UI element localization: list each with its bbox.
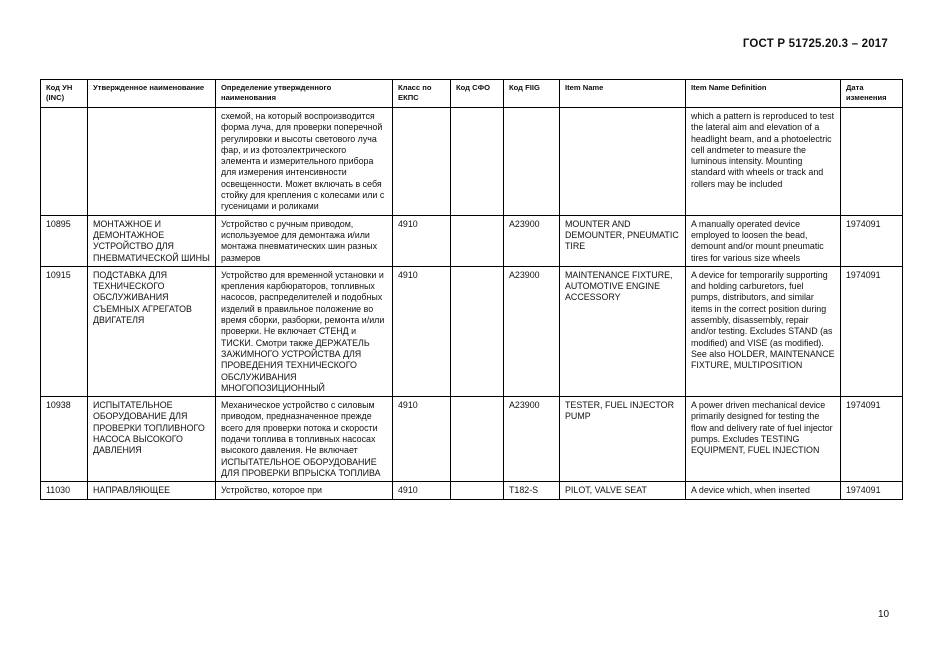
cell-sfo <box>451 482 504 499</box>
cell-item-name: TESTER, FUEL INJECTOR PUMP <box>560 397 686 482</box>
column-header-item-name: Item Name <box>560 80 686 108</box>
cell-definition: Устройство для временной установки и крепления карбюраторов, топливных насосов, распределителей и подобных изделий в правильное положение во время сборки, разборки, ремонта и/или проверки. Не включает СТЕНД и ТИСКИ. Смотри также ДЕРЖАТЕЛЬ ЗАЖИМНОГО УСТРОЙСТВА ДЛЯ ПРОВЕДЕНИЯ ТЕХНИЧЕСКОГО ОБСЛУЖИВАНИЯ МНОГОПОЗИЦИОННЫЙ <box>216 266 393 396</box>
cell-item-name: MOUNTER AND DEMOUNTER, PNEUMATIC TIRE <box>560 215 686 266</box>
cell-item-name: PILOT, VALVE SEAT <box>560 482 686 499</box>
column-header-definition: Определение утвержденного наименования <box>216 80 393 108</box>
table-row <box>41 108 903 216</box>
column-header-inc: Код УН (INC) <box>41 80 88 108</box>
cell-fiig: A23900 <box>504 215 560 266</box>
cell-approved-name: МОНТАЖНОЕ И ДЕМОНТАЖНОЕ УСТРОЙСТВО ДЛЯ ПНЕВМАТИЧЕСКОЙ ШИНЫ <box>88 215 216 266</box>
cell-item-definition: A power driven mechanical device primarily designed for testing the flow and delivery rate of fuel injector pumps. Excludes TESTING EQUIPMENT, FUEL INJECTION <box>686 397 841 482</box>
cell-item-definition: A manually operated device employed to loosen the bead, demount and/or mount pneumatic tires for various size wheels <box>686 215 841 266</box>
cell-date <box>841 108 903 216</box>
page-number: 10 <box>878 609 890 620</box>
cell-item-definition: A device which, when inserted <box>686 482 841 499</box>
cell-ekps: 4910 <box>393 482 451 499</box>
table-row <box>41 266 903 396</box>
column-header-approved-name: Утвержденное наименование <box>88 80 216 108</box>
cell-sfo <box>451 215 504 266</box>
column-header-date: Дата изменения <box>841 80 903 108</box>
column-header-sfo: Код СФО <box>451 80 504 108</box>
cell-date: 1974091 <box>841 266 903 396</box>
cell-approved-name: НАПРАВЛЯЮЩЕЕ <box>88 482 216 499</box>
cell-inc: 10895 <box>41 215 88 266</box>
cell-ekps: 4910 <box>393 266 451 396</box>
cell-item-name: MAINTENANCE FIXTURE, AUTOMOTIVE ENGINE ACCESSORY <box>560 266 686 396</box>
cell-approved-name: ИСПЫТАТЕЛЬНОЕ ОБОРУДОВАНИЕ ДЛЯ ПРОВЕРКИ ТОПЛИВНОГО НАСОСА ВЫСОКОГО ДАВЛЕНИЯ <box>88 397 216 482</box>
cell-approved-name <box>88 108 216 216</box>
cell-definition: схемой, на который воспроизводится форма луча, для проверки поперечной регулировки и высоты светового луча фар, и из фотоэлектрического элемента и измерительного прибора для измерения интенсивности освещенности. Может включать в себя стойку для крепления с колесами или с гусеницами и роликами <box>216 108 393 216</box>
cell-fiig: T182-S <box>504 482 560 499</box>
cell-sfo <box>451 108 504 216</box>
classification-table <box>40 79 903 500</box>
table-row <box>41 215 903 266</box>
table-header-row <box>41 80 903 108</box>
table-row <box>41 397 903 482</box>
table-row <box>41 482 903 499</box>
document-header: ГОСТ Р 51725.20.3 – 2017 <box>742 38 888 50</box>
cell-fiig: A23900 <box>504 266 560 396</box>
cell-inc: 11030 <box>41 482 88 499</box>
cell-ekps: 4910 <box>393 397 451 482</box>
cell-ekps <box>393 108 451 216</box>
cell-fiig: A23900 <box>504 397 560 482</box>
cell-definition: Устройство с ручным приводом, используемое для демонтажа и/или монтажа пневматических шин разных размеров <box>216 215 393 266</box>
cell-item-name <box>560 108 686 216</box>
cell-inc: 10938 <box>41 397 88 482</box>
cell-sfo <box>451 397 504 482</box>
cell-item-definition: A device for temporarily supporting and holding carburetors, fuel pumps, distributors, and similar items in the correct position during assembly, disassembly, repair and/or testing. Excludes STAND (as modified) and VISE (as modified). See also HOLDER, MAINTENANCE FIXTURE, MULTIPOSITION <box>686 266 841 396</box>
column-header-item-definition: Item Name Definition <box>686 80 841 108</box>
cell-fiig <box>504 108 560 216</box>
cell-approved-name: ПОДСТАВКА ДЛЯ ТЕХНИЧЕСКОГО ОБСЛУЖИВАНИЯ СЪЕМНЫХ АГРЕГАТОВ ДВИГАТЕЛЯ <box>88 266 216 396</box>
cell-item-definition: which a pattern is reproduced to test the lateral aim and elevation of a headlight beam, and a photoelectric cell andmeter to measure the luminous intensity. Mounting standard with wheels or track and rollers may be included <box>686 108 841 216</box>
cell-inc <box>41 108 88 216</box>
cell-ekps: 4910 <box>393 215 451 266</box>
cell-date: 1974091 <box>841 215 903 266</box>
cell-date: 1974091 <box>841 482 903 499</box>
column-header-ekps: Класс по ЕКПС <box>393 80 451 108</box>
cell-inc: 10915 <box>41 266 88 396</box>
column-header-fiig: Код FIIG <box>504 80 560 108</box>
cell-definition: Механическое устройство с силовым приводом, предназначенное прежде всего для проверки потока и скорости подачи топлива в топливных насосах высокого давления. Не включает ИСПЫТАТЕЛЬНОЕ ОБОРУДОВАНИЕ ДЛЯ ПРОВЕРКИ ВПРЫСКА ТОПЛИВА <box>216 397 393 482</box>
cell-date: 1974091 <box>841 397 903 482</box>
cell-sfo <box>451 266 504 396</box>
cell-definition: Устройство, которое при <box>216 482 393 499</box>
